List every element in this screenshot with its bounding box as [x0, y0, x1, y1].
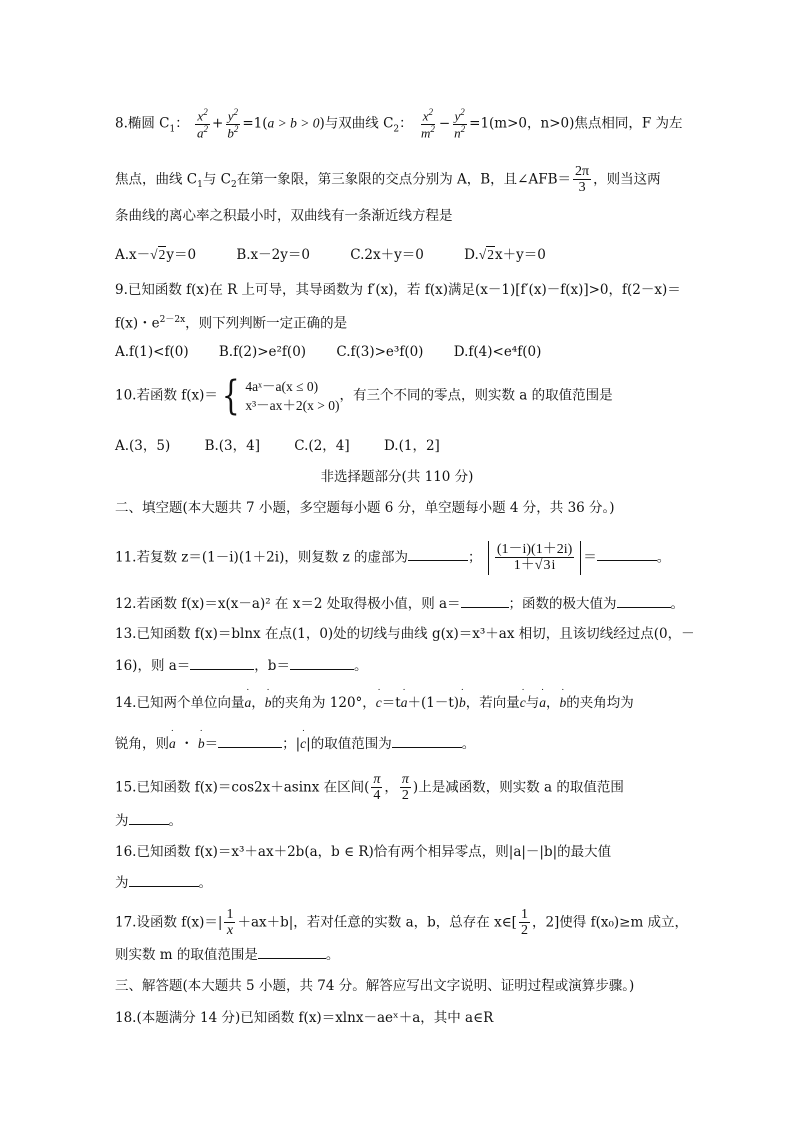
q8-opt-d: D.: [464, 247, 479, 263]
nonchoice-title: 非选择题部分(共 110 分): [320, 469, 474, 485]
q15-end: 。: [168, 813, 182, 829]
q16-line2: [115, 872, 682, 893]
q17-l1-a: 17.设函数 f(x)＝|: [115, 914, 223, 931]
q15-l1-b: )上是减函数，则实数 a 的取值范围: [412, 779, 624, 796]
q13-blank2[interactable]: [290, 655, 354, 670]
q11-frac: [495, 542, 574, 574]
angle-den: 3: [578, 180, 586, 196]
sqrt2-a: √2: [150, 247, 166, 262]
angle-frac: [573, 164, 591, 196]
q17-end: 。: [325, 947, 340, 963]
q8-opt-d-tail: x＋y＝0: [494, 247, 546, 263]
q15-f2-den: 2: [401, 788, 409, 804]
q16-blank[interactable]: [129, 872, 199, 887]
q11-den-root: 3: [543, 558, 551, 574]
angle-num: 2π: [575, 164, 590, 179]
sqrt2-a-rad: 2: [158, 247, 166, 262]
q17-line2: [115, 944, 682, 965]
q9-opt-d: D.f(4)<e⁴f(0): [453, 344, 542, 360]
q17-g-num: 1: [520, 907, 528, 922]
q14-sep1: ，: [251, 695, 265, 711]
vec-c-3: ˙ c: [300, 734, 306, 754]
q10-label: 10.若函数 f(x)＝: [115, 387, 218, 404]
q9-line2-a: f(x)・e: [115, 315, 160, 332]
q14-line1: [115, 693, 682, 713]
q8-opt-a: A.x－: [115, 247, 151, 263]
q17-f-den: x: [226, 923, 234, 939]
q17-frac1: [224, 907, 235, 939]
q13-line1: 13.已知函数 f(x)＝blnx 在点(1，0)处的切线与曲线 g(x)＝x³＋ax 相切，且该切线经过点(0，－: [115, 626, 695, 642]
q8-colon: ：: [175, 115, 189, 132]
q8-close: )与双曲线 C: [319, 115, 394, 132]
q14-l1-c: ＝t: [381, 695, 401, 711]
vec-a-3: ˙ a: [539, 693, 546, 713]
q11-line: [115, 541, 682, 575]
q9-line2: [115, 310, 682, 334]
q10-case2: x³－ax＋2(x > 0): [245, 398, 340, 413]
q14-blank2[interactable]: [392, 733, 462, 748]
q12-blank2[interactable]: [617, 593, 671, 608]
q15-f1-den: 4: [373, 788, 381, 804]
q11-den-b: i: [551, 558, 556, 574]
q11-eq: ＝: [583, 549, 597, 566]
q14-l1-a: 14.已知两个单位向量: [115, 695, 245, 711]
q9-line2-b: ，则下列判断一定正确的是: [185, 315, 348, 332]
q8-options: [115, 245, 682, 265]
q17-l1-c: ，2]使得 f(x₀)≥m 成立，: [531, 914, 689, 931]
q11-frac-num: (1－i)(1＋2i): [496, 542, 573, 557]
q17-g-den: 2: [520, 923, 528, 939]
q14-l1-g: ，: [546, 695, 560, 711]
q8-ellipse-rhs: =1(: [242, 115, 268, 132]
q15-line2: [115, 810, 682, 831]
q12-end: 。: [670, 596, 685, 612]
q11-frac-den: 1＋√3i: [513, 558, 556, 574]
q8-opt-a-tail: y＝0: [166, 247, 197, 263]
q10-piecewise: { 4aˣ－a(x ≤ 0) x³－ax＋2(x > 0): [221, 373, 340, 419]
q14-end: 。: [461, 736, 476, 752]
q17-frac2: [519, 907, 530, 939]
q14-line2: [115, 733, 682, 754]
q14-l2-d: |的取值范围为: [306, 736, 392, 752]
q15-frac1: [371, 772, 382, 804]
q11-text: 11.若复数 z＝(1－i)(1＋2i)，则复数 z 的虚部为: [115, 549, 409, 566]
q8-line2-a: 焦点，曲线 C: [115, 171, 198, 188]
q14-l1-b: 的夹角为 120°，: [271, 695, 376, 711]
vec-a-2: ˙ a: [401, 693, 408, 713]
q13-end: 。: [353, 658, 368, 674]
q10-options: [115, 436, 682, 456]
q10-opt-d: D.(1，2]: [383, 438, 440, 454]
q14-l2-c: ；|: [282, 736, 301, 752]
vec-b-3: ˙ b: [560, 693, 567, 713]
q11-den-a: 1＋: [513, 558, 535, 574]
section2-heading: 二、填空题(本大题共 7 小题，多空题每小题 6 分，单空题每小题 4 分，共 36 分。): [115, 500, 615, 516]
q15-comma: ，: [384, 779, 398, 796]
q8-sub2: 2: [393, 124, 400, 135]
q9-line1: 9.已知函数 f(x)在 R 上可导，其导函数为 f′(x)，若 f(x)满足(x－1)[f′(x)－f(x)]>0，f(2－x)＝: [115, 282, 681, 298]
q8-ellipse-cond: a > b > 0: [267, 115, 320, 131]
q14-l1-e: ，若向量: [465, 695, 520, 711]
q14-l2-b: ＝: [204, 736, 219, 752]
q12-b: ；函数的极大值为: [508, 596, 617, 612]
q14-l1-h: 的夹角均为: [566, 695, 634, 711]
q10-case1: 4aˣ－a(x ≤ 0): [245, 379, 319, 394]
q8-opt-b: B.x－2y＝0: [236, 247, 310, 263]
q10-opt-c: C.(2，4]: [294, 438, 350, 454]
vec-a-4: ˙ a: [169, 734, 176, 754]
q9-opt-c: C.f(3)>e³f(0): [336, 344, 424, 360]
q8-line3: 条曲线的离心率之积最小时，双曲线有一条渐近线方程是: [115, 208, 453, 224]
q12-a: 12.若函数 f(x)＝x(x－a)² 在 x＝2 处取得极小值，则 a＝: [115, 596, 461, 612]
q11-blank2[interactable]: [597, 546, 657, 561]
q11-abs: [488, 541, 581, 575]
sqrt2-d: √2: [478, 247, 494, 262]
q10-line1: [115, 373, 682, 419]
q14-l1-d: ＋(1－t): [407, 695, 460, 711]
q8-line2-d: ，则当这两: [593, 171, 661, 188]
q15-l1-a: 15.已知函数 f(x)＝cos2x＋asinx 在区间(: [115, 779, 370, 796]
q15-l2-a: 为: [115, 813, 129, 829]
q8-line2-c: 在第一象限，第三象限的交点分别为 A，B，且∠AFB＝: [236, 171, 572, 188]
q12-blank1[interactable]: [461, 593, 509, 608]
q15-f2-num: π: [401, 772, 409, 787]
q14-dot: ・: [175, 736, 198, 752]
q10-opt-b: B.(3，4]: [204, 438, 260, 454]
sqrt2-d-rad: 2: [487, 247, 494, 262]
q11-semicolon: ；: [468, 549, 482, 566]
q12-line: [115, 593, 685, 614]
q15-frac2: [400, 772, 411, 804]
q9-opt-a: A.f(1)<f(0): [115, 344, 189, 360]
q17-blank[interactable]: [258, 944, 326, 959]
section3-heading: 三、解答题(本大题共 5 小题，共 74 分。解答应写出文字说明、证明过程或演算步骤。): [115, 978, 635, 994]
q8-line2-sub2: 2: [230, 180, 237, 191]
q16-line1: 16.已知函数 f(x)＝x³＋ax＋2b(a，b ∈ R)恰有两个相异零点，则|a|－|b|的最大值: [115, 844, 612, 860]
q13-line2-a: 16)，则 a＝: [115, 658, 191, 674]
vec-c: ˙ c: [376, 693, 382, 713]
q10-opt-a: A.(3，5): [115, 438, 171, 454]
q8-line2-sub1: 1: [197, 180, 203, 191]
q13-line2-b: ，b＝: [254, 658, 290, 674]
q8-line1: 8.椭圆 $C_1$： $\frac{x^2}{a^2}$ + $\frac{y^2}{b^2}$ =1(a > b > 0)与双曲线 $C_2$： $\frac{x^2}{m^2}$ − $\frac{y^2}{n^2}$ =1(m>0，n>0)焦点相同，F 为左: [115, 107, 683, 140]
q16-end: 。: [198, 875, 212, 891]
ellipse-x-frac: $\frac{x^2}{a^2}$: [197, 107, 209, 140]
q18-line: 18.(本题满分 14 分)已知函数 f(x)＝xlnx－aeˣ＋a，其中 a∈R: [115, 1010, 494, 1026]
vec-a: ˙ a: [244, 693, 251, 713]
q9-opt-b: B.f(2)>e²f(0): [218, 344, 307, 360]
q8-line2-b: 与 C: [202, 171, 231, 188]
q14-blank1[interactable]: [218, 733, 282, 748]
q8-line2: [115, 164, 682, 196]
q13-line2: [115, 655, 682, 676]
q17-f-num: 1: [226, 907, 234, 922]
q14-l2-a: 锐角，则: [115, 736, 169, 752]
q11-end: 。: [656, 549, 671, 566]
q9-exp: 2－2x: [159, 315, 186, 325]
q16-l2-a: 为: [115, 875, 129, 891]
q15-line1: [115, 772, 682, 804]
q8-hyper-rhs: =1(m>0，n>0)焦点相同，F 为左: [469, 115, 683, 132]
vec-b-2: ˙ b: [459, 693, 466, 713]
q8-label: 8.椭圆 C: [115, 115, 170, 132]
hyper-x-frac: $\frac{x^2}{m^2}$: [420, 107, 435, 140]
vec-b: ˙ b: [265, 693, 272, 713]
q9-options: [115, 342, 682, 362]
q8-sub1: 1: [169, 124, 176, 135]
vec-b-4: ˙ b: [198, 734, 205, 754]
q15-f1-num: π: [373, 772, 381, 787]
ellipse-y-frac: $\frac{y^2}{b^2}$: [227, 107, 239, 140]
q8-opt-c: C.2x＋y＝0: [350, 247, 424, 263]
hyper-y-frac: $\frac{y^2}{n^2}$: [454, 107, 466, 140]
q11-blank1[interactable]: [408, 546, 468, 561]
q13-blank1[interactable]: [190, 655, 254, 670]
q15-blank[interactable]: [129, 810, 169, 825]
q17-line1: [115, 907, 689, 939]
q17-l2-a: 则实数 m 的取值范围是: [115, 947, 258, 963]
q10-tail: ，有三个不同的零点，则实数 a 的取值范围是: [339, 387, 613, 404]
vec-c-2: ˙ c: [520, 693, 526, 713]
q14-l1-f: 与: [525, 695, 540, 711]
q17-l1-b: ＋ax＋b|，若对任意的实数 a，b，总存在 x∈[: [237, 914, 517, 931]
